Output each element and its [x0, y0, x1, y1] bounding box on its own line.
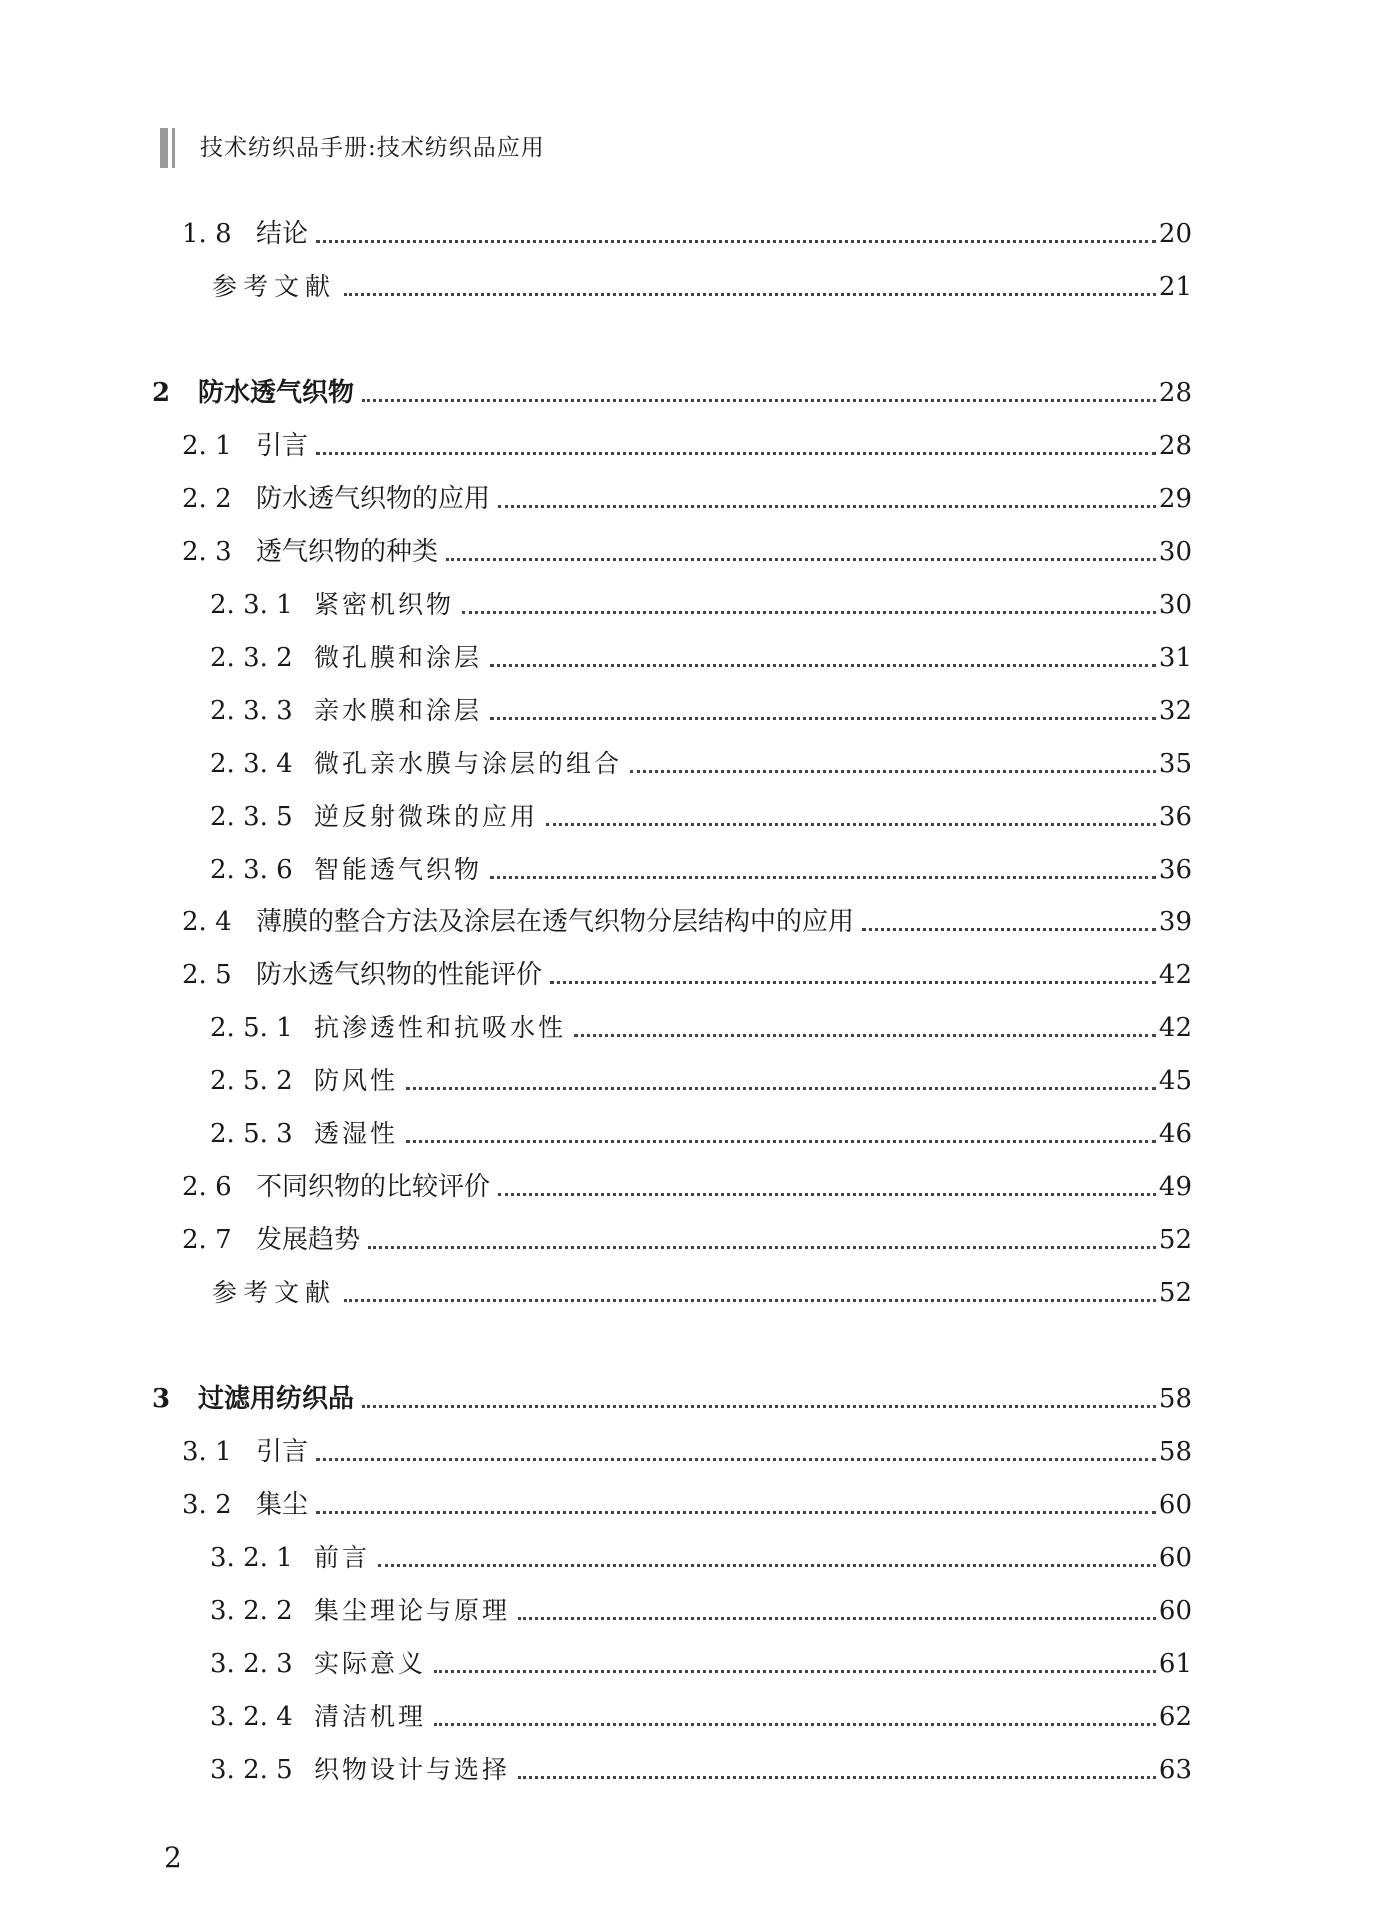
toc-entry — [0, 1591, 1378, 1631]
toc-entry — [0, 1061, 1378, 1101]
toc-entry — [0, 1379, 1378, 1419]
toc-entry — [0, 691, 1378, 731]
toc-leader-dots — [406, 1087, 1156, 1090]
toc-entry — [0, 267, 1378, 307]
toc-entry-title: 防风性 — [314, 1066, 399, 1095]
toc-entry-page: 45 — [1158, 1066, 1192, 1096]
header-bars-ornament — [160, 128, 175, 168]
toc-leader-dots — [344, 1299, 1156, 1302]
toc-leader-dots — [316, 240, 1156, 243]
toc-entry-title: 引言 — [256, 1437, 309, 1467]
toc-entry-title: 结论 — [256, 219, 309, 249]
toc-entry-title: 防水透气织物的性能评价 — [256, 960, 543, 990]
book-title: 技术纺织品手册:技术纺织品应用 — [200, 135, 545, 161]
toc-entry-page: 29 — [1158, 484, 1192, 514]
toc-leader-dots — [434, 1723, 1156, 1726]
toc-entry-page: 42 — [1158, 1013, 1192, 1043]
toc-entry-number: 2. 5. 2 — [210, 1066, 293, 1096]
toc-entry-page: 49 — [1158, 1172, 1192, 1202]
toc-entry-title: 透气织物的种类 — [256, 537, 439, 567]
toc-entry-title: 微孔膜和涂层 — [314, 643, 483, 672]
toc-entry — [0, 1273, 1378, 1313]
toc-entry — [0, 797, 1378, 837]
toc-entry-title: 参考文献 — [212, 272, 337, 301]
toc-entry-number: 2. 5. 1 — [210, 1013, 293, 1043]
toc-leader-dots — [434, 1670, 1156, 1673]
header-bar-thin — [172, 128, 175, 168]
toc-entry — [0, 1432, 1378, 1472]
toc-entry — [0, 1008, 1378, 1048]
toc-leader-dots — [316, 452, 1156, 455]
toc-entry-page: 36 — [1158, 855, 1192, 885]
toc-entry-number: 3. 2. 5 — [210, 1755, 293, 1785]
toc-entry-page: 60 — [1158, 1543, 1192, 1573]
toc-entry-number: 2. 3. 3 — [210, 696, 293, 726]
toc-entry-number: 3. 2 — [182, 1490, 232, 1520]
toc-entry-title: 集尘理论与原理 — [314, 1596, 511, 1625]
toc-entry — [0, 479, 1378, 519]
toc-entry — [0, 638, 1378, 678]
toc-leader-dots — [316, 1458, 1156, 1461]
toc-leader-dots — [316, 1511, 1156, 1514]
toc-entry-page: 46 — [1158, 1119, 1192, 1149]
toc-leader-dots — [518, 1617, 1156, 1620]
toc-entry — [0, 1538, 1378, 1578]
toc-entry — [0, 850, 1378, 890]
toc-entry — [0, 1644, 1378, 1684]
toc-entry-number: 2. 3. 1 — [210, 590, 293, 620]
toc-entry — [0, 1167, 1378, 1207]
toc-entry-title: 引言 — [256, 431, 309, 461]
toc-entry-page: 52 — [1158, 1278, 1192, 1308]
toc-entry-number: 2. 3. 6 — [210, 855, 293, 885]
toc-entry-number: 2. 6 — [182, 1172, 232, 1202]
toc-entry-page: 30 — [1158, 590, 1192, 620]
toc-leader-dots — [498, 505, 1156, 508]
toc-entry-number: 3. 2. 1 — [210, 1543, 293, 1573]
toc-leader-dots — [490, 876, 1156, 879]
toc-entry-page: 58 — [1158, 1384, 1192, 1414]
toc-entry-page: 42 — [1158, 960, 1192, 990]
toc-entry-page: 63 — [1158, 1755, 1192, 1785]
toc-entry-number: 2. 3. 4 — [210, 749, 293, 779]
toc-entry-title: 防水透气织物的应用 — [256, 484, 491, 514]
toc-entry-title: 发展趋势 — [256, 1225, 361, 1255]
toc-leader-dots — [378, 1564, 1156, 1567]
toc-leader-dots — [344, 293, 1156, 296]
toc-entry — [0, 1114, 1378, 1154]
toc-entry-title: 智能透气织物 — [314, 855, 483, 884]
toc-entry-number: 2. 5 — [182, 960, 232, 990]
toc-entry-page: 58 — [1158, 1437, 1192, 1467]
toc-leader-dots — [630, 770, 1156, 773]
toc-entry-title: 抗渗透性和抗吸水性 — [314, 1013, 567, 1042]
toc-leader-dots — [862, 928, 1156, 931]
toc-entry-page: 36 — [1158, 802, 1192, 832]
toc-entry-page: 30 — [1158, 537, 1192, 567]
toc-entry-page: 62 — [1158, 1702, 1192, 1732]
toc-leader-dots — [550, 981, 1156, 984]
toc-leader-dots — [368, 1246, 1156, 1249]
toc-entry-title: 防水透气织物 — [198, 378, 355, 408]
toc-entry — [0, 902, 1378, 942]
toc-entry-page: 28 — [1158, 431, 1192, 461]
toc-entry-number: 2. 2 — [182, 484, 232, 514]
toc-entry-title: 参考文献 — [212, 1278, 337, 1307]
toc-entry-page: 39 — [1158, 907, 1192, 937]
toc-entry-title: 清洁机理 — [314, 1702, 427, 1731]
toc-entry — [0, 1750, 1378, 1790]
toc-entry-number: 3. 1 — [182, 1437, 232, 1467]
page-number: 2 — [164, 1841, 182, 1874]
toc-entry-page: 28 — [1158, 378, 1192, 408]
toc-entry — [0, 214, 1378, 254]
toc-entry-title: 透湿性 — [314, 1119, 399, 1148]
toc-entry-number: 3. 2. 3 — [210, 1649, 293, 1679]
toc-leader-dots — [446, 558, 1156, 561]
toc-entry-page: 32 — [1158, 696, 1192, 726]
toc-entry-title: 前言 — [314, 1543, 371, 1572]
toc-entry-number: 2 — [152, 378, 171, 408]
toc-leader-dots — [362, 1405, 1156, 1408]
toc-entry — [0, 373, 1378, 413]
toc-entry-title: 实际意义 — [314, 1649, 427, 1678]
toc-entry — [0, 1697, 1378, 1737]
toc-entry-number: 2. 3 — [182, 537, 232, 567]
toc-leader-dots — [490, 664, 1156, 667]
toc-entry-number: 3. 2. 4 — [210, 1702, 293, 1732]
toc-entry-number: 2. 3. 2 — [210, 643, 293, 673]
toc-entry-page: 60 — [1158, 1490, 1192, 1520]
toc-entry-page: 21 — [1158, 272, 1192, 302]
toc-entry-title: 微孔亲水膜与涂层的组合 — [314, 749, 623, 778]
toc-entry-number: 2. 3. 5 — [210, 802, 293, 832]
toc-entry-title: 亲水膜和涂层 — [314, 696, 483, 725]
toc-entry — [0, 532, 1378, 572]
toc-entry — [0, 426, 1378, 466]
toc-entry — [0, 1220, 1378, 1260]
toc-entry-number: 2. 5. 3 — [210, 1119, 293, 1149]
toc-entry-page: 52 — [1158, 1225, 1192, 1255]
toc-entry-title: 集尘 — [256, 1490, 309, 1520]
toc-entry-page: 35 — [1158, 749, 1192, 779]
toc-entry-title: 逆反射微珠的应用 — [314, 802, 539, 831]
toc-entry-page: 31 — [1158, 643, 1192, 673]
toc-leader-dots — [574, 1034, 1156, 1037]
toc-leader-dots — [546, 823, 1156, 826]
toc-entry-number: 2. 4 — [182, 907, 232, 937]
toc-entry-number: 3. 2. 2 — [210, 1596, 293, 1626]
toc-leader-dots — [518, 1776, 1156, 1779]
toc-entry-title: 不同织物的比较评价 — [256, 1172, 491, 1202]
toc-entry-number: 2. 1 — [182, 431, 232, 461]
toc-entry-number: 1. 8 — [182, 219, 232, 249]
toc-entry-title: 过滤用纺织品 — [198, 1384, 355, 1414]
toc-entry-page: 60 — [1158, 1596, 1192, 1626]
toc-entry-title: 薄膜的整合方法及涂层在透气织物分层结构中的应用 — [256, 907, 855, 937]
header-bar-thick — [160, 128, 168, 168]
toc-entry — [0, 585, 1378, 625]
toc-entry-title: 紧密机织物 — [314, 590, 455, 619]
toc-entry — [0, 955, 1378, 995]
toc-entry-number: 3 — [152, 1384, 171, 1414]
toc-entry-number: 2. 7 — [182, 1225, 232, 1255]
toc-leader-dots — [462, 611, 1156, 614]
toc-entry-page: 20 — [1158, 219, 1192, 249]
toc-leader-dots — [406, 1140, 1156, 1143]
toc-leader-dots — [490, 717, 1156, 720]
toc-entry — [0, 1485, 1378, 1525]
toc-leader-dots — [498, 1193, 1156, 1196]
toc-leader-dots — [362, 399, 1156, 402]
toc-entry-title: 织物设计与选择 — [314, 1755, 511, 1784]
toc-entry-page: 61 — [1158, 1649, 1192, 1679]
toc-entry — [0, 744, 1378, 784]
